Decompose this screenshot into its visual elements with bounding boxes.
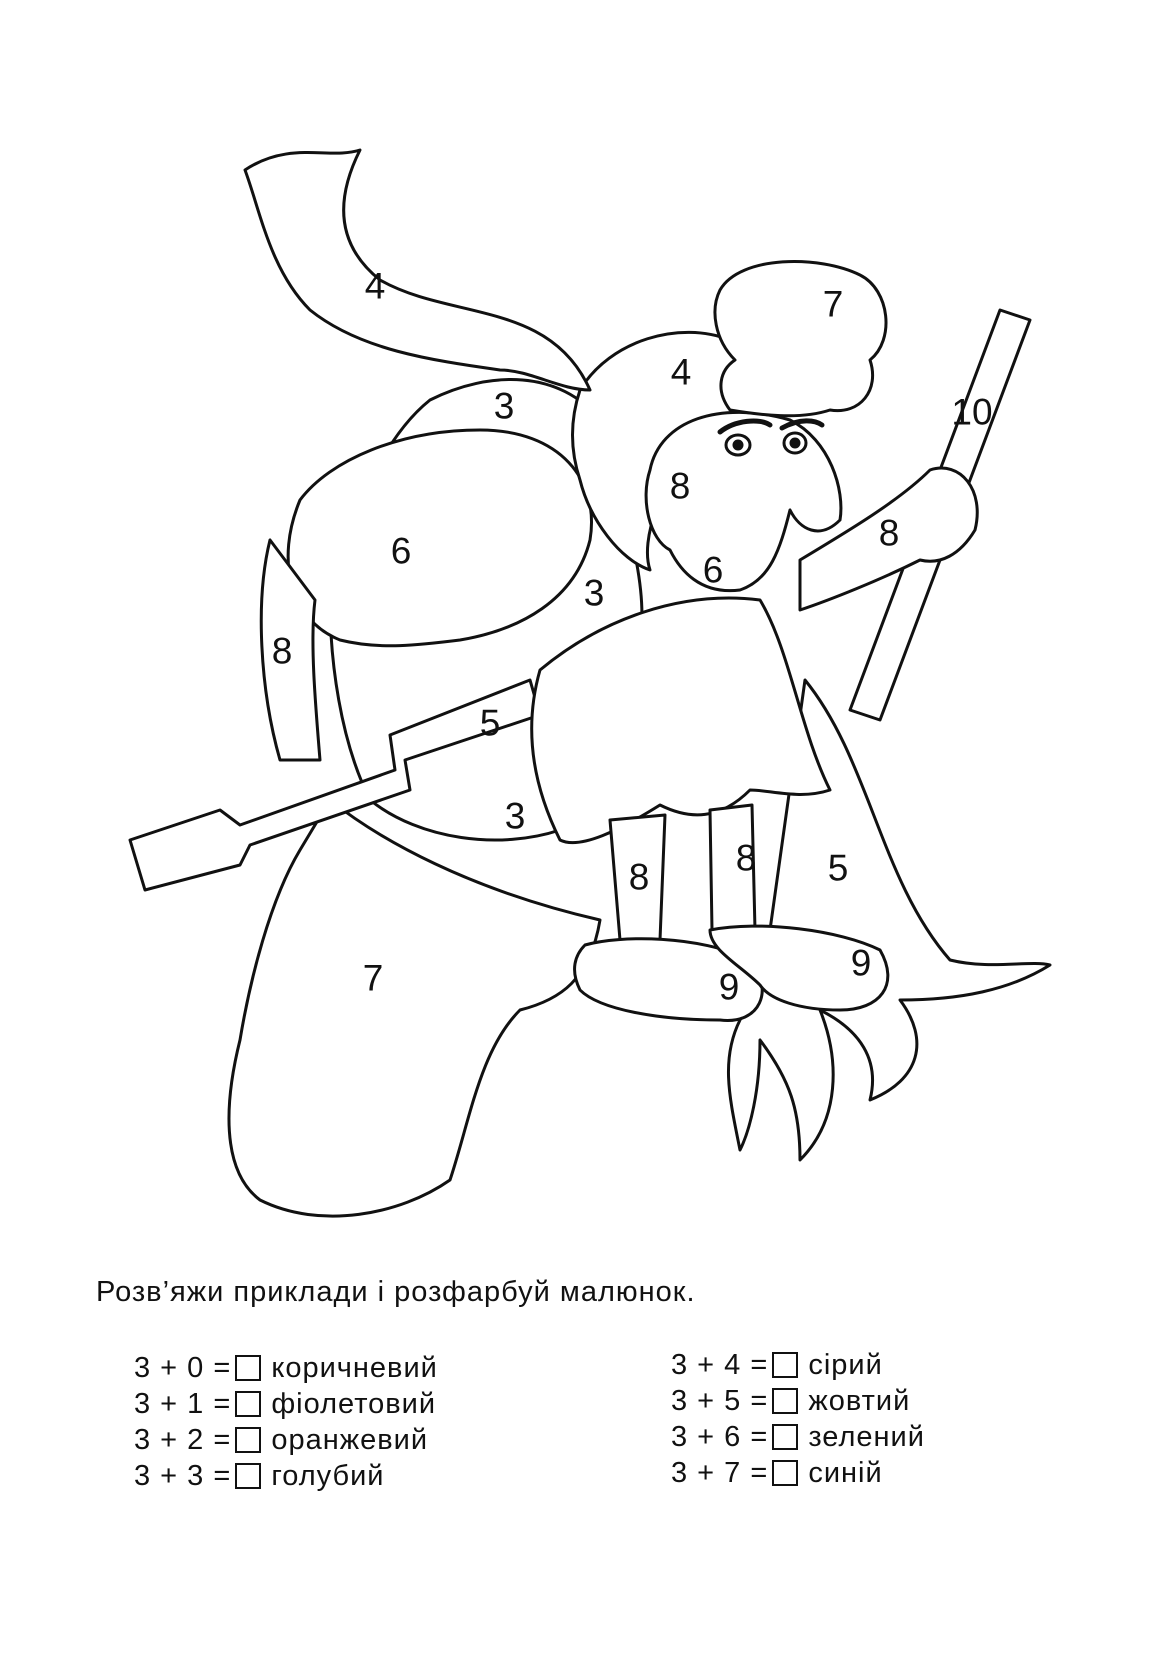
answer-box[interactable]	[772, 1460, 798, 1486]
task-row	[671, 1347, 925, 1383]
tasks-left-column	[134, 1350, 438, 1494]
region-number-arm-left: 8	[271, 630, 293, 672]
answer-box[interactable]	[235, 1391, 261, 1417]
region-number-chin: 6	[702, 549, 724, 591]
task-color-name: голубий	[271, 1459, 385, 1492]
task-row	[134, 1386, 438, 1422]
task-expression: 3 + 2 =	[134, 1423, 232, 1456]
region-number-paddle: 5	[479, 702, 501, 744]
task-row	[134, 1422, 438, 1458]
task-row	[671, 1383, 925, 1419]
answer-box[interactable]	[235, 1427, 261, 1453]
answer-box[interactable]	[772, 1424, 798, 1450]
task-expression: 3 + 7 =	[671, 1456, 769, 1489]
task-color-name: сірий	[808, 1348, 883, 1381]
task-color-name: коричневий	[271, 1351, 438, 1384]
task-expression: 3 + 4 =	[671, 1348, 769, 1381]
task-row	[671, 1455, 925, 1491]
region-number-dress: 3	[504, 795, 526, 837]
region-number-broom-bristles: 5	[827, 847, 849, 889]
task-color-name: синій	[808, 1456, 883, 1489]
region-number-headscarf: 4	[670, 351, 692, 393]
region-number-leg-right: 8	[735, 837, 757, 879]
task-expression: 3 + 1 =	[134, 1387, 232, 1420]
task-expression: 3 + 5 =	[671, 1384, 769, 1417]
region-number-shoe-right: 9	[850, 942, 872, 984]
region-number-hand-right: 8	[878, 512, 900, 554]
task-row	[671, 1419, 925, 1455]
answer-box[interactable]	[772, 1388, 798, 1414]
pupil-right	[791, 439, 799, 447]
tasks-right-column	[671, 1347, 925, 1491]
task-color-name: фіолетовий	[271, 1387, 437, 1420]
task-color-name: оранжевий	[271, 1423, 429, 1456]
pupil-left	[734, 441, 742, 449]
task-color-name: зелений	[808, 1420, 925, 1453]
task-expression: 3 + 0 =	[134, 1351, 232, 1384]
task-color-name: жовтий	[808, 1384, 911, 1417]
task-row	[134, 1458, 438, 1494]
task-expression: 3 + 6 =	[671, 1420, 769, 1453]
hair-shape	[715, 261, 886, 415]
scarf-tail-shape	[245, 150, 590, 390]
region-number-leg-left: 8	[628, 856, 650, 898]
region-number-face: 8	[669, 465, 691, 507]
answer-box[interactable]	[235, 1355, 261, 1381]
region-number-mortar: 7	[362, 957, 384, 999]
region-number-body: 3	[583, 572, 605, 614]
region-number-broom-handle: 10	[951, 391, 993, 433]
region-number-hair: 7	[822, 283, 844, 325]
task-expression: 3 + 3 =	[134, 1459, 232, 1492]
instruction-text: Розв’яжи приклади і розфарбуй малюнок.	[96, 1276, 696, 1308]
region-number-back-upper: 3	[493, 385, 515, 427]
region-number-shoe-left: 9	[718, 966, 740, 1008]
task-row	[134, 1350, 438, 1386]
region-number-scarf-tail: 4	[364, 265, 386, 307]
mortar-shape	[229, 795, 600, 1216]
answer-box[interactable]	[772, 1352, 798, 1378]
region-number-sack: 6	[390, 530, 412, 572]
answer-box[interactable]	[235, 1463, 261, 1489]
